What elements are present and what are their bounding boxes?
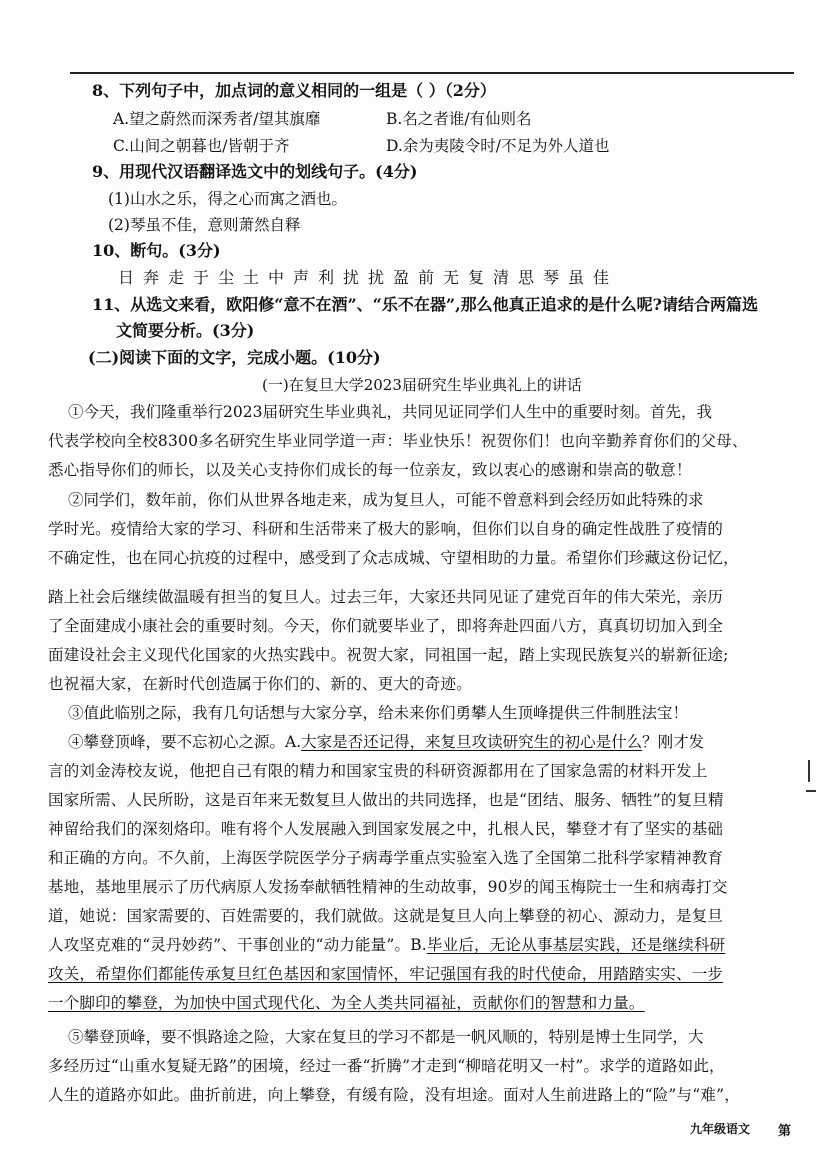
- paragraph-2-line-7: 也祝福大家，在新时代创造属于你们的、新的、更大的奇迹。: [48, 675, 472, 693]
- paragraph-4-line-4: 神留给我们的深刻烙印。唯有将个人发展融入到国家发展之中，扎根人民，攀登才有了坚实的基础: [48, 820, 724, 838]
- paragraph-4-line-2: 言的刘金涛校友说，他把自己有限的精力和国家宝贵的科研资源都用在了国家急需的材料开发上: [48, 762, 708, 780]
- paragraph-4-line-1-end: ？刚才发: [642, 733, 705, 751]
- scan-edge-tick: [806, 790, 816, 792]
- paragraph-4-line-1-start: ④攀登顶峰，要不忘初心之源。A.: [68, 733, 302, 751]
- paragraph-5-line-1: ⑤攀登顶峰，要不惧路途之险，大家在复旦的学习不都是一帆风顺的，特别是博士生同学，大: [68, 1028, 704, 1046]
- paragraph-4-line-8: [48, 934, 725, 956]
- question-9-stem: 9、用现代汉语翻译选文中的划线句子。(4分): [92, 162, 418, 181]
- top-rule: [70, 72, 794, 74]
- paragraph-1-line-2: 代表学校向全校8300多名研究生毕业同学道一声：毕业快乐！祝贺你们！也向辛勤养育你们的父母、: [48, 432, 748, 450]
- paragraph-4-line-3: 国家所需、人民所盼，这是百年来无数复旦人做出的共同选择，也是“团结、服务、牺牲”的复旦精: [48, 791, 724, 809]
- paragraph-4-line-9: [48, 963, 723, 985]
- paragraph-4-line-7: 道，她说：国家需要的、百姓需要的，我们就做。这就是复旦人向上攀登的初心、源动力，是复旦: [48, 907, 724, 925]
- paragraph-4-line-8-start: 人攻坚克难的“灵丹妙药”、干事创业的“动力能量”。B.: [48, 936, 427, 954]
- underlined-sentence-b-part-3: 一个脚印的攀登，为加快中国式现代化、为全人类共同福祉，贡献你们的智慧和力量。: [48, 994, 645, 1012]
- underlined-sentence-a: 大家是否还记得，来复旦攻读研究生的初心是什么: [301, 733, 643, 751]
- footer-page-mark: 第: [778, 1124, 792, 1139]
- section-2-heading: (二)阅读下面的文字，完成小题。(10分): [88, 348, 381, 367]
- paragraph-1-line-3: 悉心指导你们的师长，以及关心支持你们成长的每一位亲友，致以衷心的感谢和崇高的敬意！: [48, 461, 692, 479]
- paragraph-2-line-6: 面建设社会主义现代化国家的火热实践中。祝贺大家，同祖国一起，踏上实现民族复兴的崭新征途;: [48, 646, 729, 664]
- question-8-option-a: A.望之蔚然而深秀者/望其旗靡: [113, 110, 321, 128]
- paragraph-5-line-2: 多经历过“山重水复疑无路”的困境，经过一番“折腾”才走到“柳暗花明又一村”。求学的道路如此，: [48, 1057, 725, 1075]
- paragraph-2-line-1: ②同学们，数年前，你们从世界各地走来，成为复旦人，可能不曾意料到会经历如此特殊的求: [68, 491, 704, 509]
- paragraph-2-line-3: 不确定性，也在同心抗疫的过程中，感受到了众志成城、守望相助的力量。希望你们珍藏这份记忆，: [48, 549, 739, 567]
- scan-edge-mark: [808, 760, 810, 782]
- paragraph-2-line-5: 了全面建成小康社会的重要时刻。今天，你们就要毕业了，即将奔赴四面八方，真真切切加入到全: [48, 617, 724, 635]
- question-8-option-c: C.山间之朝暮也/皆朝于齐: [113, 137, 290, 155]
- paragraph-4-line-6: 基地，基地里展示了历代病原人发扬奉献牺牲精神的生动故事，90岁的闻玉梅院士一生和病毒打交: [48, 878, 728, 896]
- paragraph-1-line-1: ①今天，我们隆重举行2023届研究生毕业典礼，共同见证同学们人生中的重要时刻。首先，我: [68, 403, 712, 421]
- underlined-sentence-b-part-1: 毕业后，无论从事基层实践，还是继续科研: [426, 936, 726, 954]
- question-11-line-2: 文简要分析。(3分): [116, 321, 255, 340]
- paragraph-4-line-10: [48, 992, 645, 1014]
- question-11-line-1: 11、从选文来看，欧阳修“意不在酒”、“乐不在器”,那么他真正追求的是什么呢?请结合两篇选: [92, 295, 759, 314]
- question-10-text: 日奔走于尘土中声利扰扰盈前无复清思琴虽佳: [118, 268, 619, 287]
- paragraph-4-line-1: [68, 731, 704, 753]
- underlined-sentence-b-part-2: 攻关，希望你们都能传承复旦红色基因和家国情怀，牢记强国有我的时代使命，用踏踏实实、一步: [48, 965, 724, 983]
- article-title: (一)在复旦大学2023届研究生毕业典礼上的讲话: [262, 376, 582, 394]
- question-8-option-d: D.余为夷陵令时/不足为外人道也: [386, 137, 610, 155]
- question-8-stem: 8、下列句子中，加点词的意义相同的一组是（ ）（2分）: [92, 81, 496, 100]
- question-10-stem: 10、断句。(3分): [92, 241, 221, 260]
- paragraph-3-line-1: ③值此临别之际，我有几句话想与大家分享，给未来你们勇攀人生顶峰提供三件制胜法宝！: [68, 704, 689, 722]
- paragraph-5-line-3: 人生的道路亦如此。曲折前进，向上攀登，有缓有险，没有坦途。面对人生前进路上的“险”与“难”，: [48, 1086, 740, 1104]
- paragraph-4-line-5: 和正确的方向。不久前，上海医学院医学分子病毒学重点实验室入选了全国第二批科学家精神教育: [48, 849, 724, 867]
- question-9-sentence-1: (1)山水之乐，得之心而寓之酒也。: [108, 190, 347, 208]
- paragraph-2-line-2: 学时光。疫情给大家的学习、科研和生活带来了极大的影响，但你们以自身的确定性战胜了疫情的: [48, 520, 724, 538]
- question-8-option-b: B.名之者谁/有仙则名: [386, 110, 532, 128]
- question-9-sentence-2: (2)琴虽不佳，意则萧然自释: [108, 216, 301, 234]
- paragraph-2-line-4: 踏上社会后继续做温暖有担当的复旦人。过去三年，大家还共同见证了建党百年的伟大荣光，亲历: [48, 588, 724, 606]
- footer-subject: 九年级语文: [690, 1122, 751, 1136]
